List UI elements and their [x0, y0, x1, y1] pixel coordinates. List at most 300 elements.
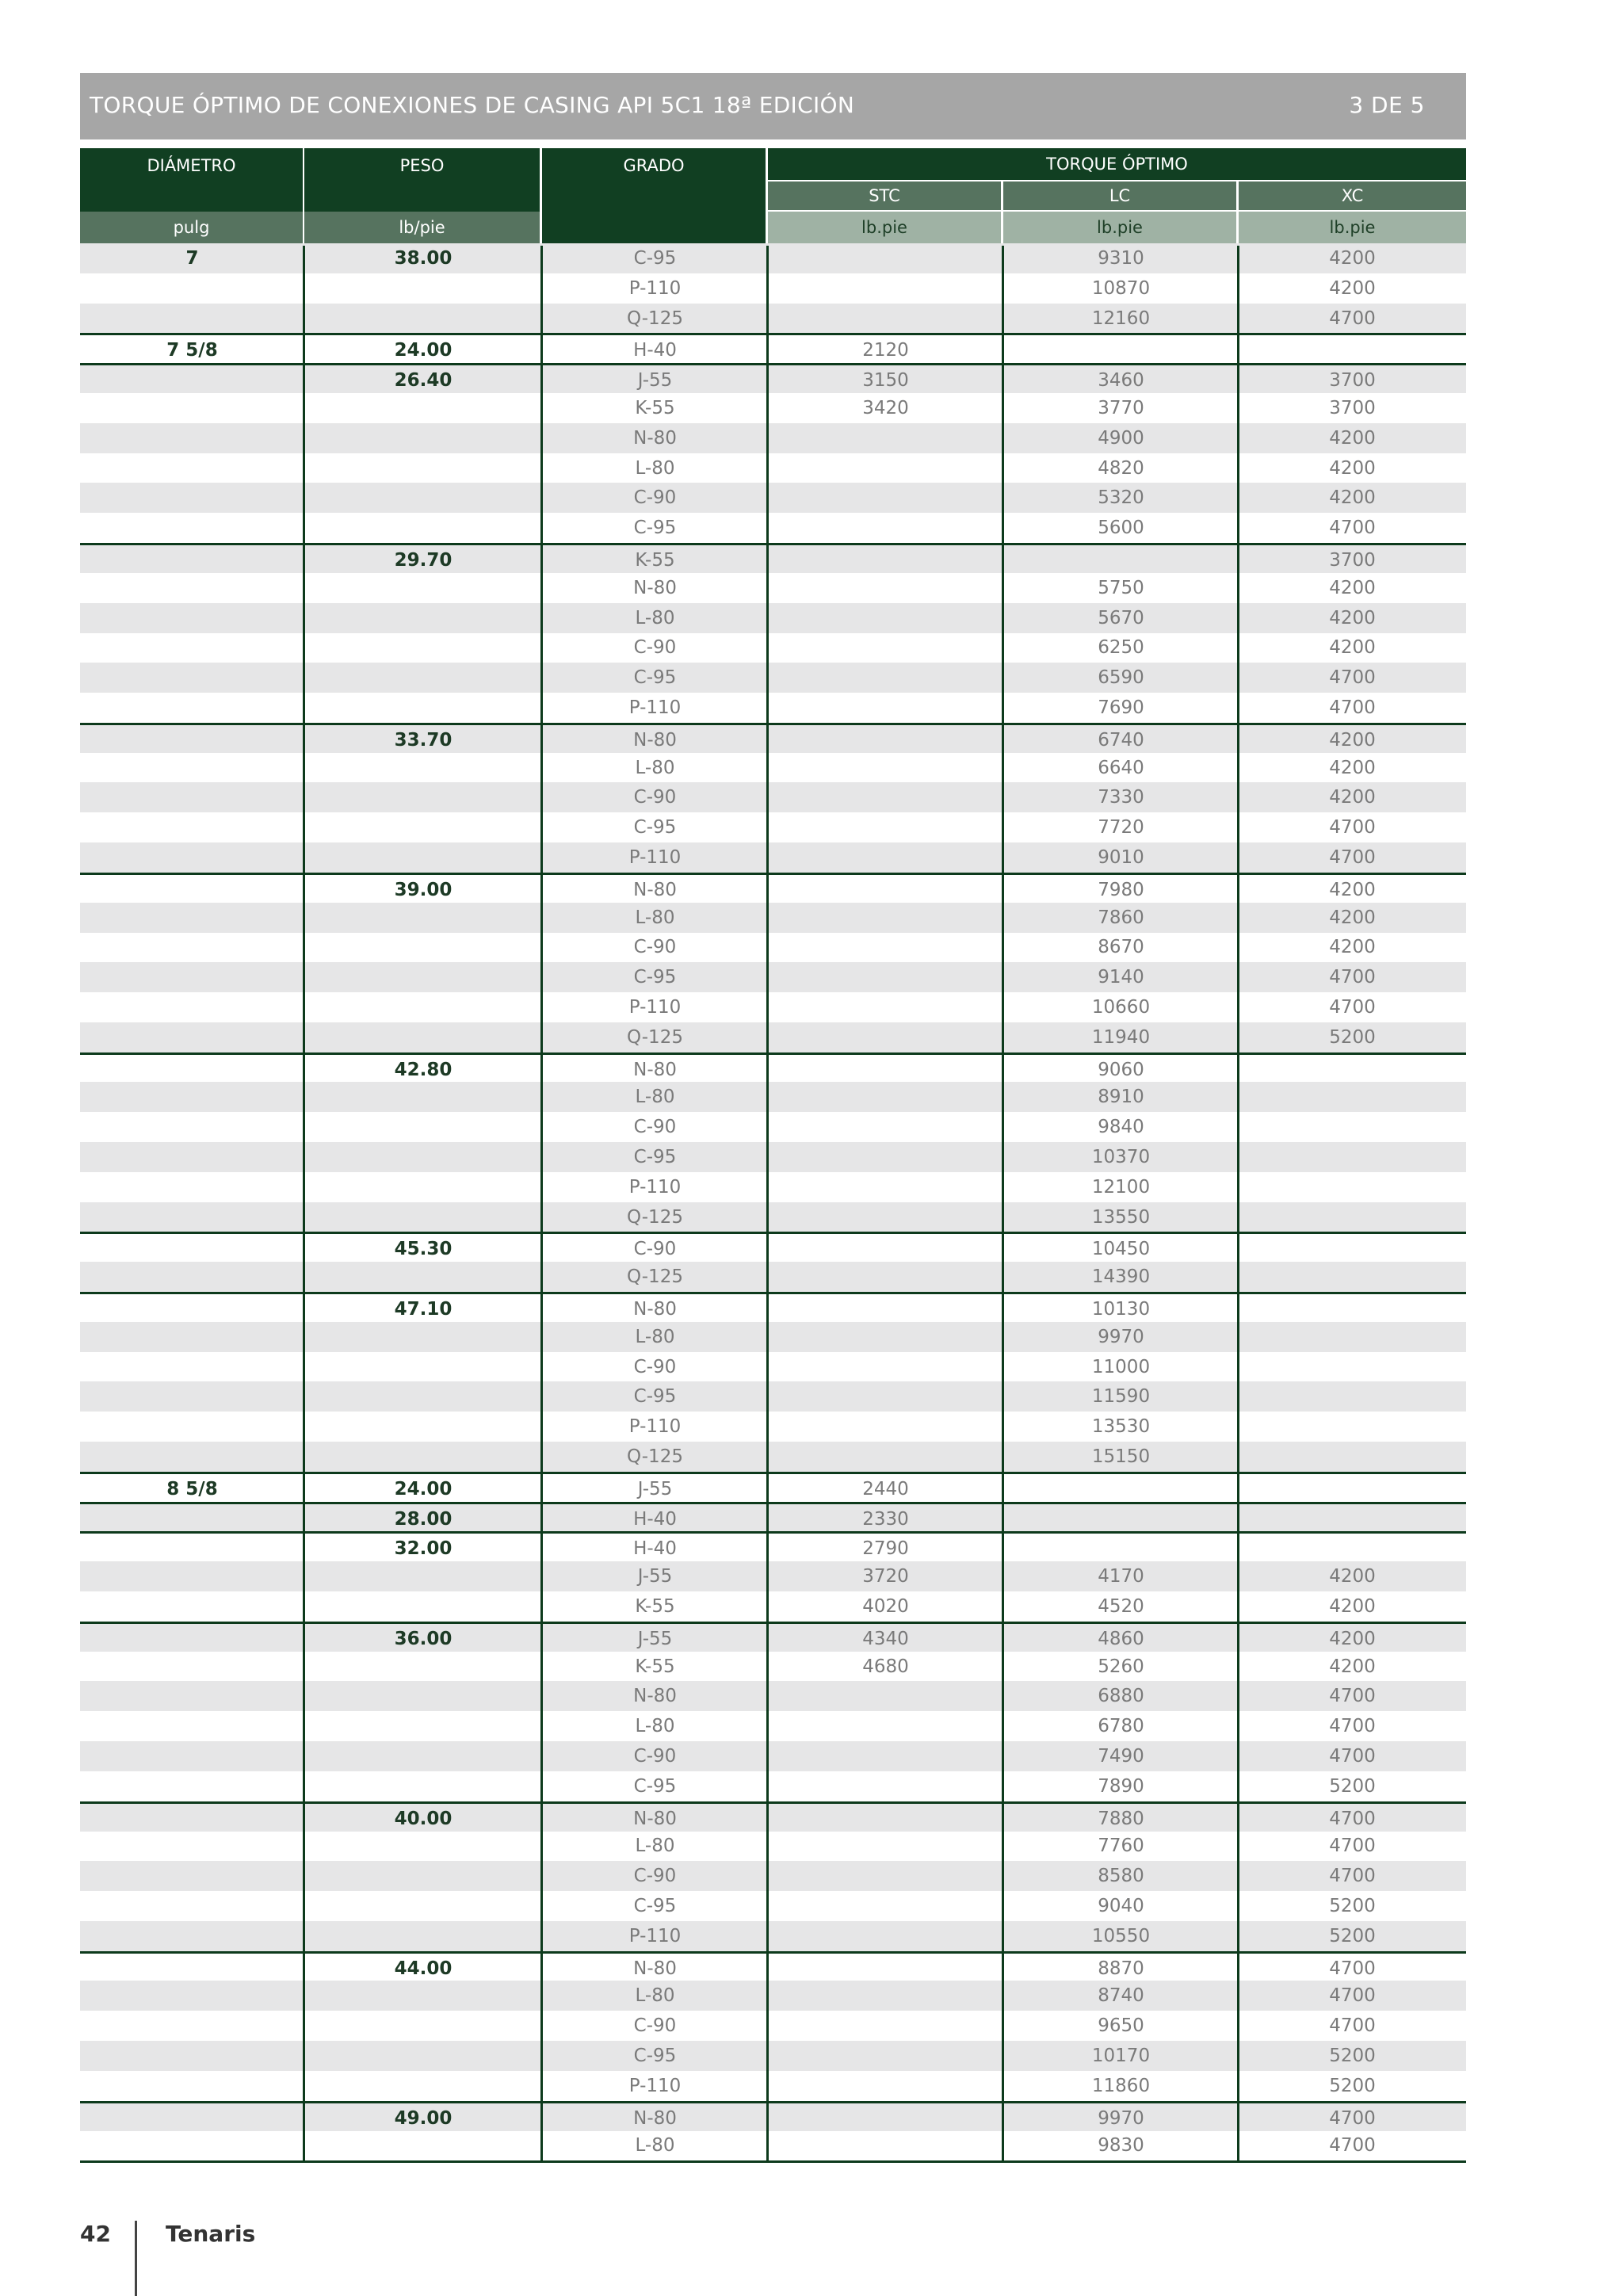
lc-cell: 6740	[1098, 729, 1144, 751]
xc-cell: 4200	[1329, 577, 1376, 598]
stc-cell	[768, 1142, 1003, 1172]
lc-cell	[1003, 545, 1239, 575]
lc-cell: 9650	[1098, 2015, 1144, 2037]
lc-cell: 5260	[1098, 1656, 1144, 1677]
diametro-cell	[80, 1022, 304, 1052]
stc-cell	[768, 2130, 1003, 2160]
stc-cell: 2120	[862, 340, 909, 361]
diametro-cell	[80, 1442, 304, 1472]
grado-cell: C-95	[633, 2046, 677, 2066]
xc-cell: 4700	[1329, 967, 1376, 988]
grado-cell: C-90	[633, 1866, 677, 1887]
diametro-cell	[80, 1412, 304, 1442]
xc-cell: 4700	[1329, 1836, 1376, 1857]
grado-cell: L-80	[635, 757, 675, 778]
peso-cell	[304, 992, 542, 1022]
xc-cell	[1239, 335, 1466, 365]
stc-cell	[768, 545, 1003, 575]
peso-cell	[304, 1352, 542, 1382]
diametro-cell	[80, 1055, 304, 1085]
stc-cell	[768, 1891, 1003, 1921]
xc-cell	[1239, 1504, 1466, 1534]
peso-cell: 29.70	[394, 550, 453, 571]
diametro-cell	[80, 1741, 304, 1771]
xc-cell	[1239, 1172, 1466, 1202]
peso-cell	[304, 1022, 542, 1052]
grado-cell: C-90	[633, 1117, 677, 1138]
grado-cell: P-110	[628, 277, 682, 299]
lc-cell: 4860	[1098, 1628, 1144, 1649]
stc-cell	[768, 1681, 1003, 1711]
stc-cell	[768, 782, 1003, 812]
grado-cell: K-55	[635, 550, 675, 571]
stc-cell	[768, 1861, 1003, 1891]
lc-cell: 9840	[1098, 1117, 1144, 1138]
lc-cell: 14390	[1091, 1266, 1151, 1288]
stc-cell	[768, 1172, 1003, 1202]
peso-cell	[304, 842, 542, 873]
peso-cell: 47.10	[394, 1299, 453, 1320]
stc-cell	[768, 1262, 1003, 1292]
peso-cell	[304, 753, 542, 783]
xc-cell: 4700	[1329, 847, 1376, 868]
xc-cell	[1239, 1534, 1466, 1564]
grado-cell: N-80	[633, 1958, 677, 1979]
col-line-2	[540, 246, 543, 2160]
diametro-cell	[80, 1534, 304, 1564]
diametro-cell	[80, 304, 304, 334]
grado-cell: J-55	[637, 1628, 673, 1649]
stc-cell: 4680	[862, 1656, 909, 1677]
stc-cell	[768, 812, 1003, 842]
table-row	[80, 513, 1466, 543]
xc-cell: 4200	[1329, 729, 1376, 751]
grado-cell: C-95	[633, 1775, 677, 1797]
lc-cell: 15150	[1091, 1446, 1151, 1467]
lc-cell: 10870	[1091, 277, 1151, 299]
lc-cell: 8910	[1098, 1087, 1144, 1108]
diametro-cell	[80, 1294, 304, 1324]
table-row	[80, 543, 1466, 573]
header-lc: LC	[1003, 181, 1236, 210]
stc-cell	[768, 992, 1003, 1022]
grado-cell: C-95	[633, 967, 677, 988]
xc-cell: 4700	[1329, 2015, 1376, 2037]
table-row	[80, 2011, 1466, 2041]
diametro-cell	[80, 1891, 304, 1921]
stc-cell	[768, 603, 1003, 633]
lc-cell: 10170	[1091, 2046, 1151, 2066]
grado-cell: J-55	[637, 1566, 673, 1587]
diametro-cell	[80, 1352, 304, 1382]
lc-cell: 6780	[1098, 1716, 1144, 1737]
diametro-cell	[80, 1112, 304, 1142]
diametro-cell	[80, 1921, 304, 1951]
peso-cell	[304, 903, 542, 933]
grado-cell: N-80	[633, 1299, 677, 1320]
table-row	[80, 1202, 1466, 1232]
peso-cell: 33.70	[394, 729, 453, 751]
stc-cell	[768, 1352, 1003, 1382]
stc-cell	[768, 1741, 1003, 1771]
stc-cell	[768, 573, 1003, 603]
grado-cell: J-55	[637, 370, 673, 392]
table-row	[80, 992, 1466, 1022]
peso-cell	[304, 1831, 542, 1861]
peso-cell	[304, 1652, 542, 1682]
stc-cell: 4340	[862, 1628, 909, 1649]
table-row	[80, 1022, 1466, 1052]
xc-cell: 4200	[1329, 457, 1376, 479]
peso-cell	[304, 1142, 542, 1172]
header-diametro: DIÁMETRO	[80, 148, 303, 212]
lc-cell: 3460	[1098, 370, 1144, 392]
peso-cell	[304, 304, 542, 334]
xc-cell: 4200	[1329, 607, 1376, 628]
header-stc: STC	[768, 181, 1001, 210]
stc-cell: 3720	[862, 1566, 909, 1587]
lc-cell: 13550	[1091, 1206, 1151, 1228]
peso-cell	[304, 1262, 542, 1292]
stc-cell	[768, 2071, 1003, 2101]
xc-cell: 4200	[1329, 1566, 1376, 1587]
xc-cell	[1239, 1322, 1466, 1352]
lc-cell: 6250	[1098, 637, 1144, 659]
footer-divider	[135, 2221, 137, 2296]
stc-cell	[768, 1082, 1003, 1112]
table-row	[80, 483, 1466, 513]
grado-cell: C-90	[633, 487, 677, 509]
table-row	[80, 1292, 1466, 1322]
stc-cell: 4020	[862, 1596, 909, 1617]
lc-cell: 11860	[1091, 2075, 1151, 2096]
peso-cell: 39.00	[394, 879, 453, 900]
xc-cell: 4700	[1329, 2107, 1376, 2129]
xc-cell: 4200	[1329, 487, 1376, 509]
table-header	[80, 148, 1466, 243]
grado-cell: C-90	[633, 1239, 677, 1260]
grado-cell: N-80	[633, 427, 677, 449]
lc-cell: 12160	[1091, 308, 1151, 329]
table-row	[80, 693, 1466, 723]
grado-cell: P-110	[628, 847, 682, 868]
diametro-cell	[80, 1234, 304, 1264]
xc-cell: 4700	[1329, 308, 1376, 329]
xc-cell	[1239, 1142, 1466, 1172]
diametro-cell	[80, 2041, 304, 2071]
grado-cell: J-55	[637, 1478, 673, 1499]
stc-cell	[768, 693, 1003, 723]
diametro-cell	[80, 365, 304, 395]
grado-cell: C-90	[633, 637, 677, 659]
lc-cell	[1003, 1504, 1239, 1534]
peso-cell	[304, 1561, 542, 1591]
grado-cell: Q-125	[627, 1206, 683, 1228]
grado-cell: C-90	[633, 1356, 677, 1377]
grado-cell: K-55	[635, 1596, 675, 1617]
table-row	[80, 1082, 1466, 1112]
unit-peso: lb/pie	[304, 212, 540, 243]
brand-name: Tenaris	[166, 2221, 256, 2247]
peso-cell	[304, 2071, 542, 2101]
grado-cell: C-95	[633, 1386, 677, 1408]
table-row	[80, 2071, 1466, 2101]
stc-cell	[768, 663, 1003, 693]
grado-cell: P-110	[628, 2075, 682, 2096]
stc-cell	[768, 725, 1003, 755]
peso-cell: 42.80	[394, 1059, 453, 1080]
xc-cell: 4700	[1329, 817, 1376, 839]
peso-cell	[304, 1681, 542, 1711]
diametro-cell	[80, 782, 304, 812]
stc-cell	[768, 273, 1003, 304]
table-row	[80, 903, 1466, 933]
grado-cell: L-80	[635, 607, 675, 628]
table-row	[80, 1412, 1466, 1442]
xc-cell: 4700	[1329, 667, 1376, 689]
lc-cell: 7760	[1098, 1836, 1144, 1857]
table-row	[80, 1771, 1466, 1801]
diametro-cell	[80, 1954, 304, 1984]
stc-cell: 3150	[862, 370, 909, 392]
stc-cell: 3420	[862, 398, 909, 418]
stc-cell	[768, 2041, 1003, 2071]
peso-cell	[304, 483, 542, 513]
table-row	[80, 873, 1466, 903]
grado-cell: N-80	[633, 2107, 677, 2129]
diametro-cell	[80, 903, 304, 933]
table-row	[80, 304, 1466, 334]
lc-cell: 8580	[1098, 1866, 1144, 1887]
peso-cell	[304, 1172, 542, 1202]
peso-cell	[304, 812, 542, 842]
diametro-cell	[80, 573, 304, 603]
lc-cell: 7690	[1098, 697, 1144, 718]
peso-cell: 24.00	[394, 1478, 453, 1499]
xc-cell	[1239, 1262, 1466, 1292]
grado-cell: H-40	[633, 340, 677, 361]
lc-cell: 7720	[1098, 817, 1144, 839]
xc-cell	[1239, 1202, 1466, 1232]
lc-cell: 9970	[1098, 2107, 1144, 2129]
xc-cell: 4700	[1329, 1746, 1376, 1767]
header-grado: GRADO	[542, 148, 766, 243]
grado-cell: C-90	[633, 787, 677, 808]
diametro-cell	[80, 2130, 304, 2160]
peso-cell	[304, 1322, 542, 1352]
table-row	[80, 753, 1466, 783]
stc-cell	[768, 632, 1003, 663]
title-bar	[80, 73, 1466, 139]
unit-xc: lb.pie	[1239, 212, 1466, 243]
peso-cell: 26.40	[394, 370, 453, 392]
diametro-cell	[80, 962, 304, 992]
grado-cell: L-80	[635, 907, 675, 928]
stc-cell	[768, 1921, 1003, 1951]
lc-cell: 5750	[1098, 577, 1144, 598]
xc-cell: 4700	[1329, 1716, 1376, 1737]
xc-cell: 4200	[1329, 907, 1376, 928]
lc-cell: 7330	[1098, 787, 1144, 808]
stc-cell	[768, 1442, 1003, 1472]
xc-cell: 5200	[1329, 2075, 1376, 2096]
stc-cell: 2440	[862, 1478, 909, 1499]
xc-cell: 4700	[1329, 1985, 1376, 2007]
lc-cell: 5600	[1098, 518, 1144, 539]
lc-cell: 9040	[1098, 1896, 1144, 1916]
table-row	[80, 1591, 1466, 1622]
lc-cell: 9060	[1098, 1059, 1144, 1080]
lc-cell: 8670	[1098, 937, 1144, 958]
table-row	[80, 1561, 1466, 1591]
stc-cell	[768, 1055, 1003, 1085]
stc-cell	[768, 1804, 1003, 1834]
unit-diametro: pulg	[80, 212, 303, 243]
diametro-cell	[80, 875, 304, 905]
xc-cell: 5200	[1329, 1925, 1376, 1946]
lc-cell: 7860	[1098, 907, 1144, 928]
diametro-cell	[80, 1652, 304, 1682]
grado-cell: C-90	[633, 2015, 677, 2037]
table-row	[80, 1442, 1466, 1472]
diametro-cell	[80, 932, 304, 962]
lc-cell: 9140	[1098, 967, 1144, 988]
xc-cell	[1239, 1234, 1466, 1264]
peso-cell	[304, 962, 542, 992]
lc-cell: 11000	[1091, 1356, 1151, 1377]
lc-cell: 13530	[1091, 1416, 1151, 1438]
diametro-cell	[80, 273, 304, 304]
xc-cell: 4700	[1329, 2135, 1376, 2157]
grado-cell: C-95	[633, 817, 677, 839]
xc-cell: 4700	[1329, 1958, 1376, 1979]
grado-cell: P-110	[628, 1925, 682, 1946]
peso-cell	[304, 1442, 542, 1472]
lc-cell: 9010	[1098, 847, 1144, 868]
xc-cell	[1239, 1294, 1466, 1324]
stc-cell	[768, 453, 1003, 483]
page-indicator: 3 DE 5	[1349, 92, 1425, 118]
grado-cell: C-90	[633, 1746, 677, 1767]
peso-cell	[304, 393, 542, 423]
grado-cell: C-95	[633, 518, 677, 539]
peso-cell	[304, 1202, 542, 1232]
peso-cell	[304, 453, 542, 483]
diametro-cell	[80, 603, 304, 633]
stc-cell	[768, 875, 1003, 905]
diametro-cell	[80, 1082, 304, 1112]
lc-cell: 5670	[1098, 607, 1144, 628]
peso-cell	[304, 1082, 542, 1112]
stc-cell	[768, 1294, 1003, 1324]
col-line-5	[1237, 246, 1239, 2160]
peso-cell	[304, 693, 542, 723]
table-row	[80, 842, 1466, 873]
table-bottom-border	[80, 2160, 1466, 2163]
xc-cell: 3700	[1329, 370, 1376, 392]
stc-cell	[768, 962, 1003, 992]
peso-cell: 44.00	[394, 1958, 453, 1979]
xc-cell	[1239, 1442, 1466, 1472]
diametro-cell	[80, 632, 304, 663]
xc-cell: 4700	[1329, 518, 1376, 539]
grado-cell: H-40	[633, 1538, 677, 1560]
lc-cell: 10450	[1091, 1239, 1151, 1260]
diametro-cell	[80, 753, 304, 783]
peso-cell	[304, 1741, 542, 1771]
grado-cell: L-80	[635, 1836, 675, 1857]
lc-cell: 5320	[1098, 487, 1144, 509]
diametro-cell	[80, 453, 304, 483]
table-row	[80, 1352, 1466, 1382]
lc-cell: 12100	[1091, 1176, 1151, 1198]
stc-cell: 2330	[862, 1508, 909, 1530]
stc-cell	[768, 513, 1003, 543]
table-row	[80, 1801, 1466, 1832]
table-row	[80, 1322, 1466, 1352]
diametro-cell	[80, 992, 304, 1022]
diametro-cell	[80, 1262, 304, 1292]
xc-cell: 4200	[1329, 879, 1376, 900]
diametro-cell: 8 5/8	[166, 1478, 218, 1499]
grado-cell: L-80	[635, 457, 675, 479]
table-row	[80, 632, 1466, 663]
diametro-cell: 7	[185, 248, 199, 269]
table-row	[80, 1472, 1466, 1502]
table-row	[80, 243, 1466, 273]
table-row	[80, 603, 1466, 633]
peso-cell	[304, 932, 542, 962]
peso-cell	[304, 782, 542, 812]
diametro-cell	[80, 423, 304, 453]
peso-cell	[304, 423, 542, 453]
peso-cell	[304, 1591, 542, 1622]
grado-cell: C-95	[633, 248, 677, 269]
diametro-cell	[80, 1591, 304, 1622]
lc-cell: 4900	[1098, 427, 1144, 449]
lc-cell: 9310	[1098, 248, 1144, 269]
lc-cell: 8740	[1098, 1985, 1144, 2007]
col-line-4	[1002, 246, 1004, 2160]
grado-cell: P-110	[628, 997, 682, 1018]
diametro-cell	[80, 725, 304, 755]
stc-cell	[768, 2011, 1003, 2041]
table-row	[80, 1622, 1466, 1652]
xc-cell: 4200	[1329, 1596, 1376, 1617]
stc-cell	[768, 1981, 1003, 2011]
stc-cell	[768, 304, 1003, 334]
xc-cell: 4200	[1329, 277, 1376, 299]
table-row	[80, 333, 1466, 363]
grado-cell: N-80	[633, 577, 677, 598]
stc-cell	[768, 1831, 1003, 1861]
xc-cell: 4200	[1329, 637, 1376, 659]
lc-cell: 7490	[1098, 1746, 1144, 1767]
table-row	[80, 1741, 1466, 1771]
grado-cell: P-110	[628, 1416, 682, 1438]
diametro-cell	[80, 1322, 304, 1352]
header-torque-optimo: TORQUE ÓPTIMO	[768, 148, 1466, 180]
grado-cell: Q-125	[627, 1026, 683, 1048]
lc-cell	[1003, 1534, 1239, 1564]
xc-cell: 4700	[1329, 1808, 1376, 1829]
xc-cell: 3700	[1329, 398, 1376, 418]
stc-cell	[768, 1771, 1003, 1801]
stc-cell	[768, 753, 1003, 783]
table-row	[80, 1861, 1466, 1891]
lc-cell: 7880	[1098, 1808, 1144, 1829]
table-row	[80, 1711, 1466, 1741]
